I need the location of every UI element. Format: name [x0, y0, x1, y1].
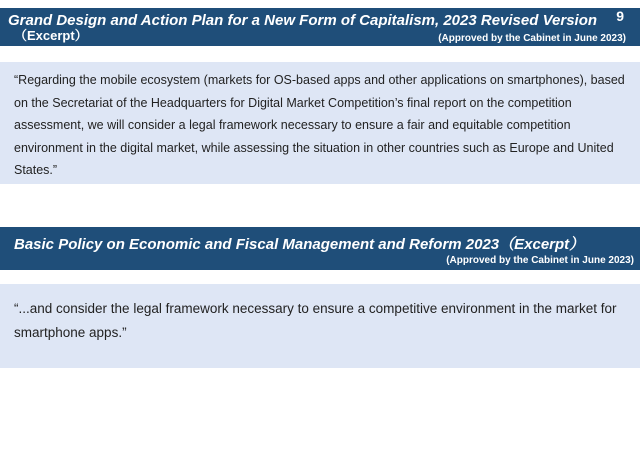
section2-title: Basic Policy on Economic and Fiscal Management and Reform 2023（Excerpt） [14, 236, 585, 253]
page-number: 9 [616, 8, 624, 24]
section1-title: Grand Design and Action Plan for a New Form of Capitalism, 2023 Revised Version [8, 12, 598, 29]
section1-approval-note: (Approved by the Cabinet in June 2023) [438, 33, 626, 44]
section1-quote: “Regarding the mobile ecosystem (markets for OS-based apps and other applications on smartphones), based on the Secretariat of the Headquarters for Digital Market Competition’s final report on the competition assessment, we will consider a legal framework necessary to ensure a fair and equitable competition environment in the digital market, while assessing the situation in other countries such as Europe and United States.” [0, 62, 640, 184]
section2-quote: “...and consider the legal framework necessary to ensure a competitive environment in the market for smartphone apps.” [0, 284, 640, 368]
section1-subtitle: （Excerpt） [14, 28, 88, 43]
section2-approval-note: (Approved by the Cabinet in June 2023) [446, 255, 634, 266]
section1-header [0, 8, 640, 46]
section2-header [0, 227, 640, 270]
